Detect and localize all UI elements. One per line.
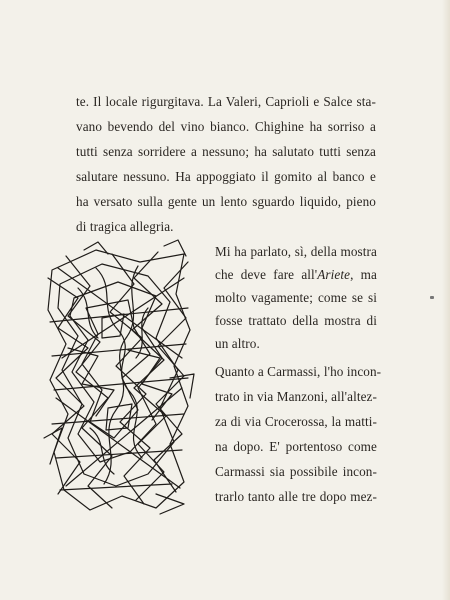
paper-speck (430, 296, 434, 299)
text-line (215, 268, 377, 281)
text-line: Quanto a Carmassi, l'ho incon- (215, 364, 382, 379)
text-line: fosse trattato della mostra di (215, 313, 377, 328)
text-line: za di via Crocerossa, la matti- (215, 414, 377, 429)
text-line: ha versato sulla gente un lento sguardo liquido, pieno (76, 194, 376, 209)
gallery-name: Ariete (317, 267, 351, 282)
text-line: tutti senza sorridere a nessuno; ha salutato tutti senza (76, 144, 376, 159)
text-line: un altro. (215, 336, 260, 351)
text-line: Mi ha parlato, sì, della mostra (215, 244, 377, 259)
text-segment: , ma (350, 267, 377, 282)
text-line: vano bevendo del vino bianco. Chighine ha sorriso a (76, 119, 376, 134)
text-segment: che deve fare all' (215, 267, 318, 282)
text-line: molto vagamente; come se si (215, 290, 377, 305)
text-line: te. Il locale rigurgitava. La Valeri, Caprioli e Salce sta- (76, 94, 376, 109)
text-line: na dopo. E' portentoso come (215, 439, 377, 454)
abstract-ink-drawing (38, 238, 198, 520)
page-edge (442, 0, 450, 600)
text-line: trarlo tanto alle tre dopo mez- (215, 489, 377, 504)
text-line: di tragica allegria. (76, 219, 174, 234)
text-line: Carmassi sia possibile incon- (215, 464, 377, 479)
text-line: trato in via Manzoni, all'altez- (215, 389, 377, 404)
text-line: salutare nessuno. Ha appoggiato il gomito al banco e (76, 169, 376, 184)
